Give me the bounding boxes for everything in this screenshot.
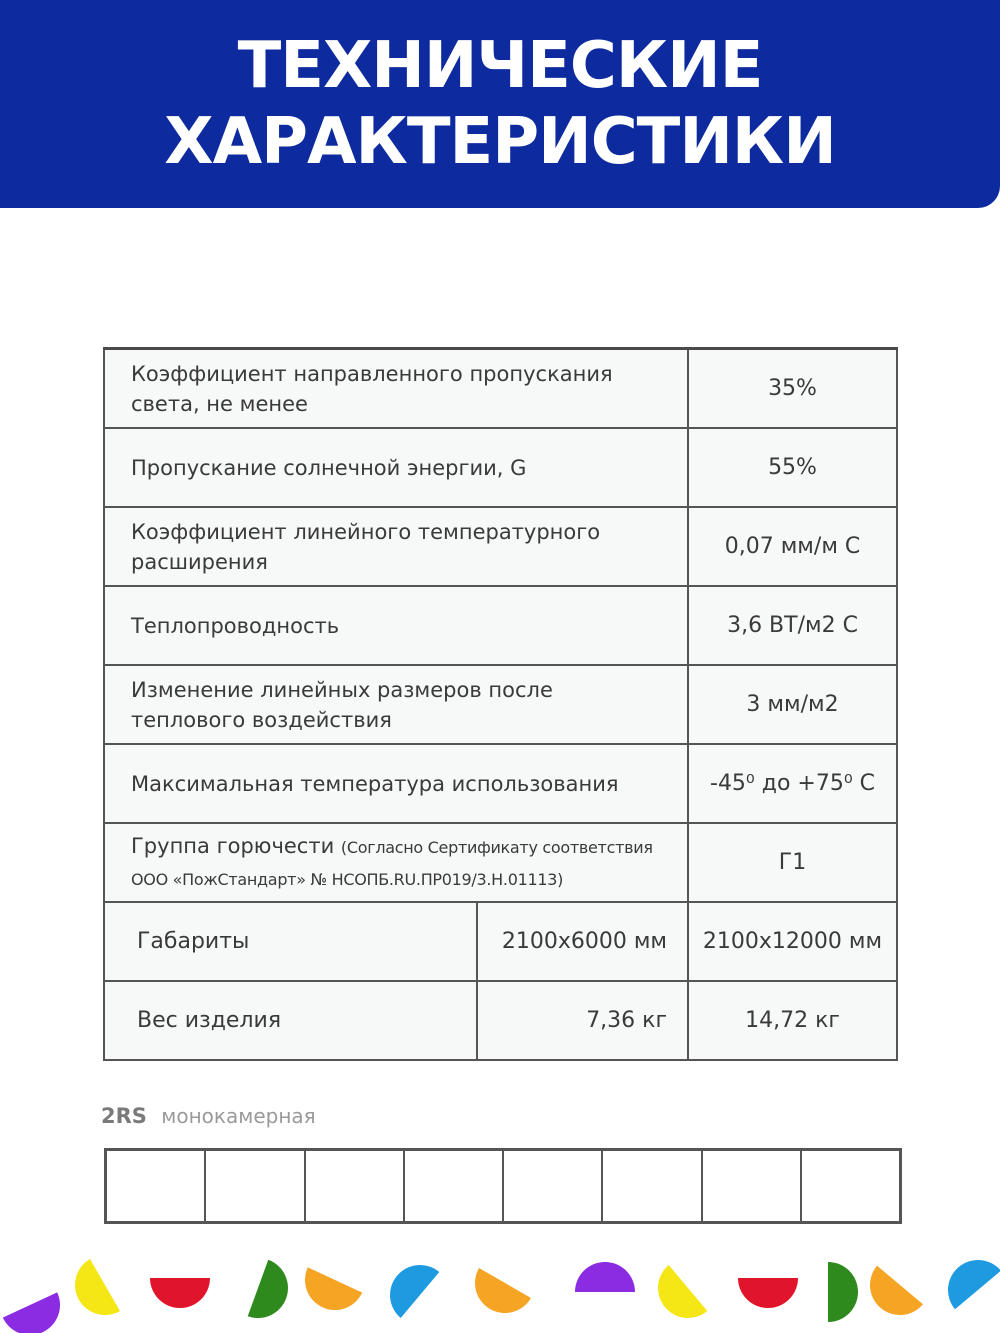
half-circle-decoration	[646, 1265, 708, 1330]
spec-label-line: Изменение линейных размеров после	[131, 677, 553, 702]
certificate-note-line: ООО «ПожСтандарт» № НСОПБ.RU.ПР019/3.Н.01113)	[131, 869, 564, 889]
spec-label	[104, 586, 688, 665]
spec-label-line: Коэффициент линейного температурного	[131, 519, 601, 544]
certificate-note-line: (Согласно Сертификату соответствия	[340, 837, 653, 857]
half-circle-decoration	[295, 1267, 362, 1320]
spec-value: 3,6 ВТ/м2 С	[688, 586, 897, 665]
half-circle-decoration	[936, 1250, 1000, 1309]
spec-label	[104, 349, 688, 429]
profile-cell	[107, 1151, 206, 1221]
spec-value: 35%	[688, 349, 897, 429]
profile-label	[101, 1104, 316, 1128]
table-row	[104, 349, 897, 429]
spec-label-line: Теплопроводность	[131, 613, 340, 638]
half-circle-decoration	[575, 1262, 635, 1292]
table-row	[104, 665, 897, 744]
spec-label	[104, 744, 688, 823]
spec-label	[104, 823, 688, 902]
header-title-line-2: ХАРАКТЕРИСТИКИ	[164, 105, 836, 179]
spec-value: 0,07 мм/м С	[688, 507, 897, 586]
specifications-table	[103, 347, 898, 1061]
profile-cell	[802, 1151, 899, 1221]
table-row	[104, 902, 897, 981]
spec-value: -45⁰ до +75⁰ С	[688, 744, 897, 823]
weight-value-6m: 7,36 кг	[477, 981, 688, 1060]
spec-label	[104, 507, 688, 586]
profile-code: 2RS	[101, 1104, 147, 1128]
weight-value-12m: 14,72 кг	[688, 981, 897, 1060]
spec-label-line: Максимальная температура использования	[131, 771, 619, 796]
spec-label-line: расширения	[131, 549, 268, 574]
half-circle-decoration	[828, 1262, 858, 1322]
dimensions-value-12m: 2100x12000 мм	[688, 902, 897, 981]
table-row	[104, 744, 897, 823]
spec-label	[104, 428, 688, 507]
spec-label-line: теплового воздействия	[131, 707, 392, 732]
spec-value: 55%	[688, 428, 897, 507]
header-title-line-1: ТЕХНИЧЕСКИЕ	[237, 29, 763, 103]
spec-label	[104, 665, 688, 744]
dimensions-label: Габариты	[104, 902, 477, 981]
profile-cell	[703, 1151, 802, 1221]
half-circle-decoration	[858, 1266, 923, 1328]
table-row	[104, 507, 897, 586]
spec-value: Г1	[688, 823, 897, 902]
dimensions-value-6m: 2100x6000 мм	[477, 902, 688, 981]
table-row	[104, 428, 897, 507]
spec-label-line: Пропускание солнечной энергии, G	[131, 455, 527, 480]
spec-label-line: света, не менее	[131, 391, 308, 416]
table-row	[104, 981, 897, 1060]
profile-cell	[306, 1151, 405, 1221]
weight-label: Вес изделия	[104, 981, 477, 1060]
spec-label-line: Коэффициент направленного пропускания	[131, 361, 613, 386]
half-circle-decoration	[248, 1260, 297, 1327]
decorative-shapes	[0, 1250, 1000, 1333]
half-circle-decoration	[3, 1292, 70, 1333]
half-circle-decoration	[378, 1253, 440, 1318]
spec-label-line: Группа горючести	[131, 833, 335, 858]
half-circle-decoration	[738, 1278, 798, 1308]
table-row	[104, 586, 897, 665]
profile-cell	[603, 1151, 702, 1221]
table-row	[104, 823, 897, 902]
half-circle-decoration	[464, 1268, 531, 1324]
profile-cell	[405, 1151, 504, 1221]
profile-cell	[504, 1151, 603, 1221]
spec-value: 3 мм/м2	[688, 665, 897, 744]
profile-type: монокамерная	[161, 1104, 316, 1128]
half-circle-decoration	[64, 1259, 120, 1326]
profile-cell	[206, 1151, 305, 1221]
page-header	[0, 0, 1000, 208]
half-circle-decoration	[150, 1278, 210, 1308]
profile-cross-section	[104, 1148, 902, 1224]
